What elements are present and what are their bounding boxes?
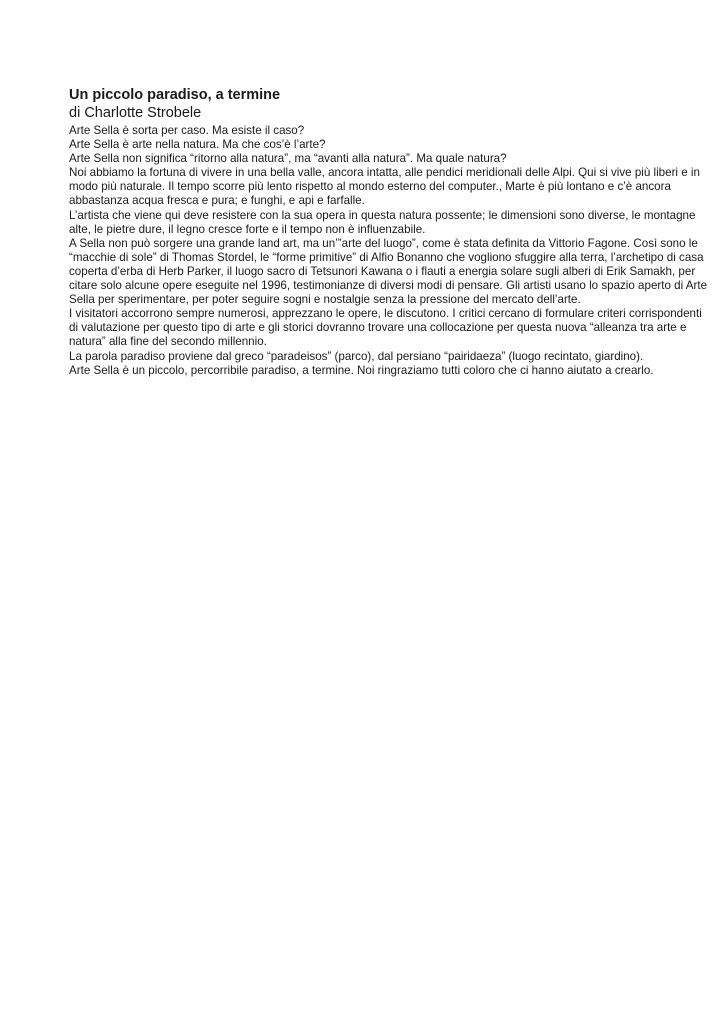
article-title: Un piccolo paradiso, a termine [69,87,281,103]
paragraph: Arte Sella non significa “ritorno alla natura”, ma “avanti alla natura”. Ma quale natura? [69,152,507,166]
paragraph: Arte Sella è arte nella natura. Ma che cos’è l’arte? [69,138,326,152]
paragraph: Arte Sella è un piccolo, percorribile paradiso, a termine. Noi ringraziamo tutti coloro che ci hanno aiutato a crearlo. [69,363,654,377]
article-body [69,124,709,378]
article-author: di Charlotte Strobele [69,105,202,121]
paragraph: La parola paradiso proviene dal greco “paradeisos” (parco), dal persiano “pairidaeza” (luogo recintato, giardino). [69,349,644,363]
paragraph: L’artista che viene qui deve resistere con la sua opera in questa natura possente; le dimensioni sono diverse, le montagne alte, le pietre dure, il legno cresce forte e il tempo non è influenzabile. [69,208,696,236]
paragraph: Arte Sella è sorta per caso. Ma esiste il caso? [69,124,305,137]
paragraph: I visitatori accorrono sempre numerosi, apprezzano le opere, le discutono. I critici cercano di formulare criteri corrispondenti di valutazione per questo tipo di arte e gli storici dovranno trovare una collocazione per questa nuova “alleanza tra arte e natura” alla fine del secondo millennio. [69,307,702,349]
document-page [69,86,709,378]
paragraph: A Sella non può sorgere una grande land art, ma un’”arte del luogo”, come è stata definita da Vittorio Fagone. Così sono le “macchie di sole” di Thomas Stordel, le “forme primitive” di Alfio Bonanno che vogliono sfuggire alla terra, l’archetipo di casa coperta d’erba di Herb Parker, il luogo sacro di Tetsunori Kawana o i flauti a energia solare sugli alberi di Erik Samakh, per citare solo alcune opere eseguite nel 1996, testimonianze di diversi modi di pensare. Gli artisti usano lo spazio aperto di Arte Sella per sperimentare, per poter seguire sogni e nostalgie senza la pressione del mercato dell’arte. [69,236,708,307]
paragraph: Noi abbiamo la fortuna di vivere in una bella valle, ancora intatta, alle pendici meridionali delle Alpi. Qui si vive più liberi e in modo più naturale. Il tempo scorre più lento rispetto al mondo esterno del computer., Marte è più lontano e c’è ancora abbastanza acqua fresca e pura; e funghi, e api e farfalle. [69,166,700,208]
